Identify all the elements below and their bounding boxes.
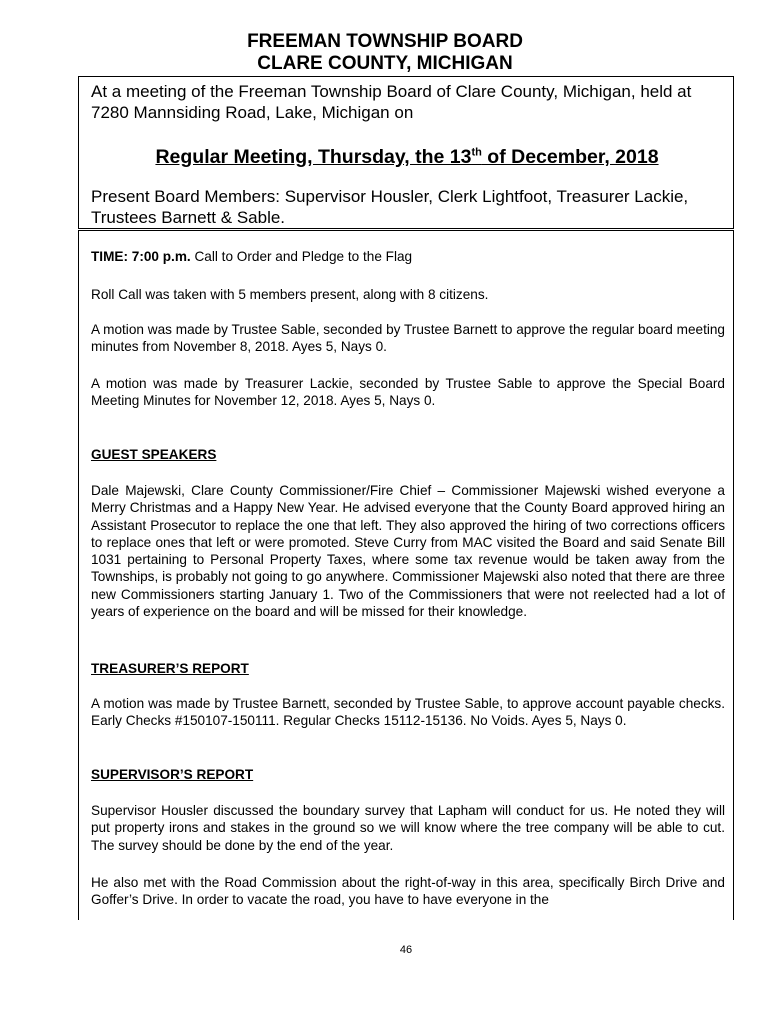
guest-speakers-heading: GUEST SPEAKERS bbox=[91, 447, 217, 462]
meeting-title bbox=[79, 145, 735, 169]
document-title-line2: CLARE COUNTY, MICHIGAN bbox=[257, 53, 513, 74]
treasurer-report-heading: TREASURER’S REPORT bbox=[91, 661, 249, 676]
motion-special-minutes: A motion was made by Treasurer Lackie, seconded by Trustee Sable to approve the Special Board Meeting Minutes for November 12, 2018. Ayes 5, Nays 0. bbox=[91, 376, 725, 409]
guest-speakers-text: Dale Majewski, Clare County Commissioner/Fire Chief – Commissioner Majewski wished everyone a Merry Christmas and a Happy New Year. He advised everyone that the County Board approved hiring an Assistant Prosecutor to replace the one that left. They also approved the hiring of two corrections officers to replace ones that left or were promoted. Steve Curry from MAC visited the Board and said Senate Bill 1031 pertaining to Personal Property Taxes, where some tax revenue would be taken away from the Townships, is probably not going to go anywhere. Commissioner Majewski also noted that there are three new Commissioners starting January 1. Two of the Commissioners that were not reelected had a lot of years of experience on the board and will be missed for their knowledge. bbox=[91, 483, 725, 620]
meeting-title-pre: Regular Meeting, Thursday, the 13 bbox=[155, 146, 472, 168]
meeting-intro: At a meeting of the Freeman Township Board of Clare County, Michigan, held at 7280 Mannsiding Road, Lake, Michigan on bbox=[91, 82, 692, 122]
time-label: TIME: 7:00 p.m. bbox=[91, 249, 191, 264]
supervisor-report-heading: SUPERVISOR’S REPORT bbox=[91, 767, 254, 782]
present-members: Present Board Members: Supervisor Housler, Clerk Lightfoot, Treasurer Lackie, Trustees Barnett & Sable. bbox=[91, 187, 689, 227]
supervisor-report-text2: He also met with the Road Commission about the right-of-way in this area, specifically Birch Drive and Goffer’s Drive. In order to vacate the road, you have to have everyone in the bbox=[91, 875, 725, 908]
minutes-body bbox=[78, 230, 734, 920]
document-title-line1: FREEMAN TOWNSHIP BOARD bbox=[247, 31, 523, 52]
page-number: 46 bbox=[399, 944, 413, 956]
treasurer-report-text: A motion was made by Trustee Barnett, seconded by Trustee Sable, to approve account payable checks. Early Checks #150107-150111. Regular Checks 15112-15136. No Voids. Ayes 5, Nays 0. bbox=[91, 696, 725, 729]
roll-call: Roll Call was taken with 5 members present, along with 8 citizens. bbox=[91, 287, 489, 302]
time-line bbox=[91, 248, 725, 265]
meeting-title-sup: th bbox=[471, 146, 482, 159]
supervisor-report-text1: Supervisor Housler discussed the boundary survey that Lapham will conduct for us. He noted they will put property irons and stakes in the ground so we will know where the tree company will be able to cut. The survey should be done by the end of the year. bbox=[91, 803, 725, 853]
meeting-header-box bbox=[78, 76, 734, 229]
meeting-title-post: of December, 2018 bbox=[481, 146, 659, 168]
time-text: Call to Order and Pledge to the Flag bbox=[190, 249, 413, 264]
motion-regular-minutes: A motion was made by Trustee Sable, seconded by Trustee Barnett to approve the regular board meeting minutes from November 8, 2018. Ayes 5, Nays 0. bbox=[91, 322, 725, 355]
